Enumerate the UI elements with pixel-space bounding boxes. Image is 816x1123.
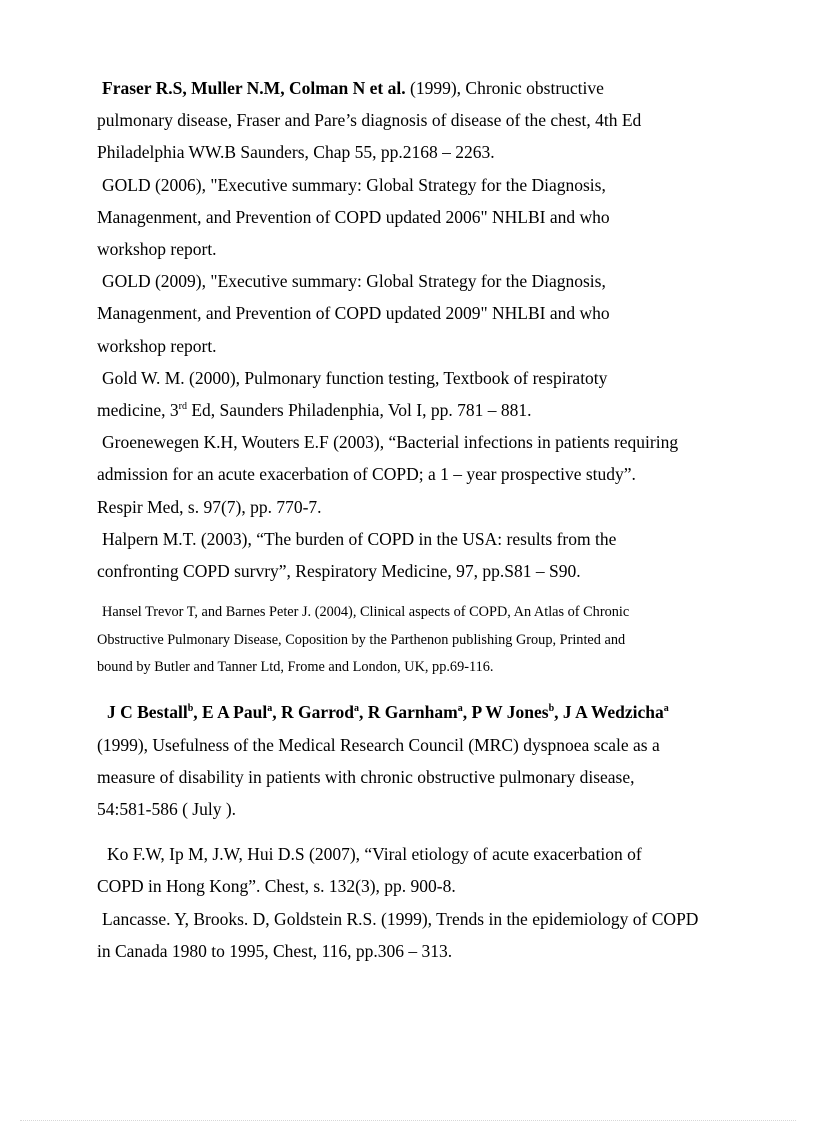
reference-authors: J C Bestall$^b$, E A Paul$^a$, R Garrod$^a$, R Garnham$^a$, P W Jones$^b$, J A Wedzicha$^a$: [107, 702, 669, 723]
reference-hansel: [97, 599, 747, 681]
reference-line: Gold W. M. (2000), Pulmonary function testing, Textbook of respiratoty: [102, 367, 608, 388]
reference-line: Philadelphia WW.B Saunders, Chap 55, pp.2168 – 2263.: [97, 142, 495, 163]
reference-line: (1999), Usefulness of the Medical Research Council (MRC) dyspnoea scale as a: [97, 734, 660, 755]
reference-line: medicine, 3: [97, 400, 179, 421]
reference-gold-2006: [97, 169, 747, 266]
reference-lancasse: [97, 903, 747, 967]
reference-gold-w-m: [97, 362, 747, 426]
reference-line: confronting COPD survry”, Respiratory Medicine, 97, pp.S81 – S90.: [97, 561, 581, 582]
reference-line: Halpern M.T. (2003), “The burden of COPD in the USA: results from the: [102, 528, 617, 549]
reference-line: workshop report.: [97, 239, 217, 260]
reference-authors: Fraser R.S, Muller N.M, Colman N et al.: [102, 78, 406, 98]
reference-line: Obstructive Pulmonary Disease, Coposition by the Parthenon publishing Group, Printed and: [97, 631, 626, 648]
reference-line: measure of disability in patients with chronic obstructive pulmonary disease,: [97, 766, 635, 787]
reference-line: Lancasse. Y, Brooks. D, Goldstein R.S. (1999), Trends in the epidemiology of COPD: [102, 908, 699, 929]
reference-line: Managenment, and Prevention of COPD updated 2006" NHLBI and who: [97, 206, 610, 227]
reference-halpern: [97, 523, 747, 587]
reference-line: Hansel Trevor T, and Barnes Peter J. (2004), Clinical aspects of COPD, An Atlas of Chronic: [102, 604, 630, 621]
reference-line: admission for an acute exacerbation of COPD; a 1 – year prospective study”.: [97, 464, 636, 485]
reference-line: pulmonary disease, Fraser and Pare’s diagnosis of disease of the chest, 4th Ed: [97, 110, 642, 131]
reference-line: Ko F.W, Ip M, J.W, Hui D.S (2007), “Viral etiology of acute exacerbation of: [107, 844, 642, 865]
reference-line: GOLD (2009), "Executive summary: Global Strategy for the Diagnosis,: [102, 271, 606, 292]
reference-groenewegen: [97, 426, 747, 523]
reference-line: Groenewegen K.H, Wouters E.F (2003), “Bacterial infections in patients requiring: [102, 432, 679, 453]
reference-line: Managenment, and Prevention of COPD updated 2009" NHLBI and who: [97, 303, 610, 324]
page-bottom-rule: [20, 1120, 796, 1121]
superscript: rd: [178, 401, 187, 413]
reference-line: in Canada 1980 to 1995, Chest, 116, pp.306 – 313.: [97, 940, 453, 961]
reference-list: [97, 72, 747, 967]
reference-bestall: [97, 696, 747, 825]
reference-gold-2009: [97, 265, 747, 362]
reference-line: workshop report.: [97, 335, 217, 356]
reference-line: GOLD (2006), "Executive summary: Global Strategy for the Diagnosis,: [102, 174, 606, 195]
reference-fraser: [97, 72, 747, 169]
reference-line: (1999), Chronic obstructive: [405, 78, 604, 98]
reference-line: 54:581-586 ( July ).: [97, 799, 237, 820]
reference-line: Ed, Saunders Philadenphia, Vol I, pp. 781 – 881.: [186, 400, 532, 421]
reference-line: COPD in Hong Kong”. Chest, s. 132(3), pp. 900-8.: [97, 876, 456, 897]
reference-line: bound by Butler and Tanner Ltd, Frome and London, UK, pp.69-116.: [97, 659, 494, 676]
reference-ko: [97, 838, 747, 902]
reference-line: Respir Med, s. 97(7), pp. 770-7.: [97, 496, 322, 517]
